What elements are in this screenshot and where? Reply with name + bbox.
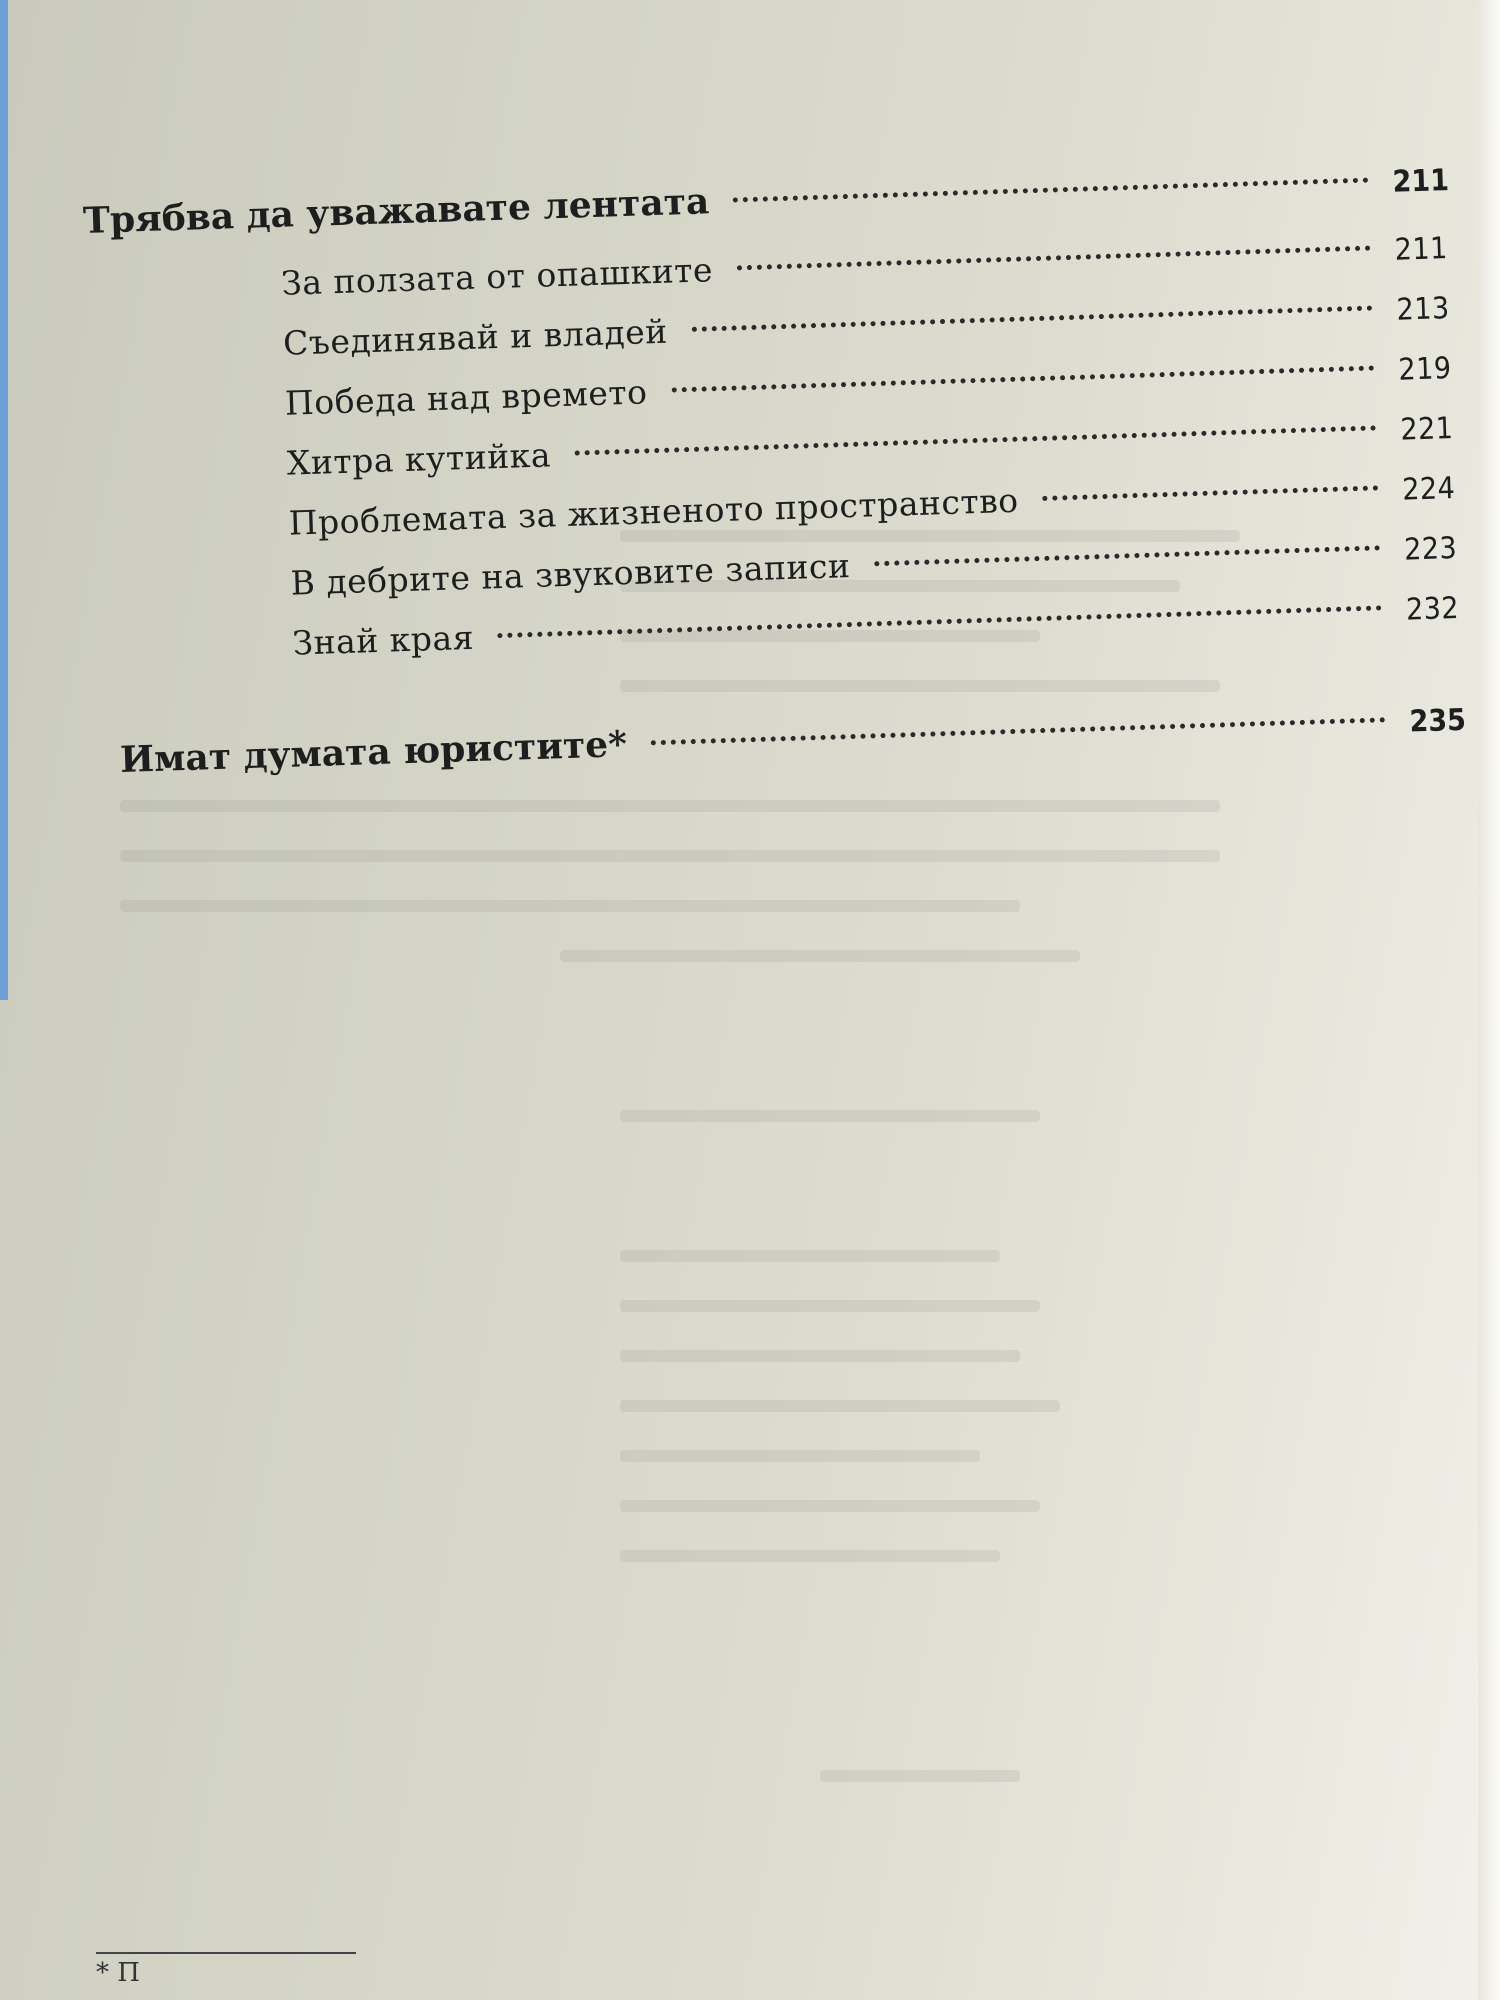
- toc-section-1: [82, 157, 1450, 242]
- footnote: * П: [96, 1958, 140, 1988]
- toc-item: [280, 227, 1449, 303]
- toc-page-number: 235: [1409, 702, 1467, 740]
- dot-leader: [874, 545, 1380, 566]
- table-of-contents: [80, 77, 1467, 782]
- toc-item: [282, 287, 1451, 363]
- toc-page-number: 232: [1405, 590, 1460, 628]
- dot-leader: [1042, 485, 1378, 501]
- toc-page-number: 211: [1392, 163, 1450, 200]
- toc-page-number: 221: [1399, 411, 1454, 448]
- dot-leader: [691, 305, 1372, 331]
- toc-item: [288, 467, 1456, 543]
- toc-item: [286, 407, 1454, 483]
- toc-item: [290, 527, 1458, 603]
- toc-item: [291, 587, 1460, 663]
- dot-leader: [733, 178, 1368, 203]
- footnote-rule: [96, 1952, 356, 1954]
- toc-page-number: 213: [1396, 291, 1451, 328]
- toc-item-title: В дебрите на звуковите записи: [290, 546, 851, 603]
- toc-item-title: За ползата от опашките: [280, 250, 714, 303]
- page-edge-right: [1478, 0, 1500, 2000]
- toc-page-number: 219: [1397, 351, 1453, 388]
- toc-section-title: Трябва да уважавате лентата: [82, 180, 710, 242]
- dot-leader: [651, 717, 1386, 745]
- toc-item-title: Знай края: [291, 617, 475, 663]
- dot-leader: [498, 605, 1382, 638]
- toc-section-title: Имат думата юристите*: [119, 723, 628, 782]
- toc-page-number: 223: [1403, 530, 1458, 568]
- toc-item-title: Хитра кутийка: [286, 435, 552, 483]
- dot-leader: [575, 425, 1377, 455]
- toc-item-title: Победа над времето: [284, 372, 648, 423]
- toc-item-title: Проблемата за жизненото пространство: [288, 480, 1020, 543]
- dot-leader: [671, 365, 1374, 392]
- dot-leader: [737, 246, 1371, 271]
- page-edge-left: [0, 0, 8, 1000]
- bleed-through-text: [60, 470, 1360, 1820]
- toc-item: [284, 347, 1453, 423]
- toc-page-number: 224: [1401, 470, 1456, 508]
- toc-page-number: 211: [1394, 231, 1449, 268]
- toc-section-2: [119, 697, 1467, 782]
- toc-item-title: Съединявай и владей: [282, 311, 669, 363]
